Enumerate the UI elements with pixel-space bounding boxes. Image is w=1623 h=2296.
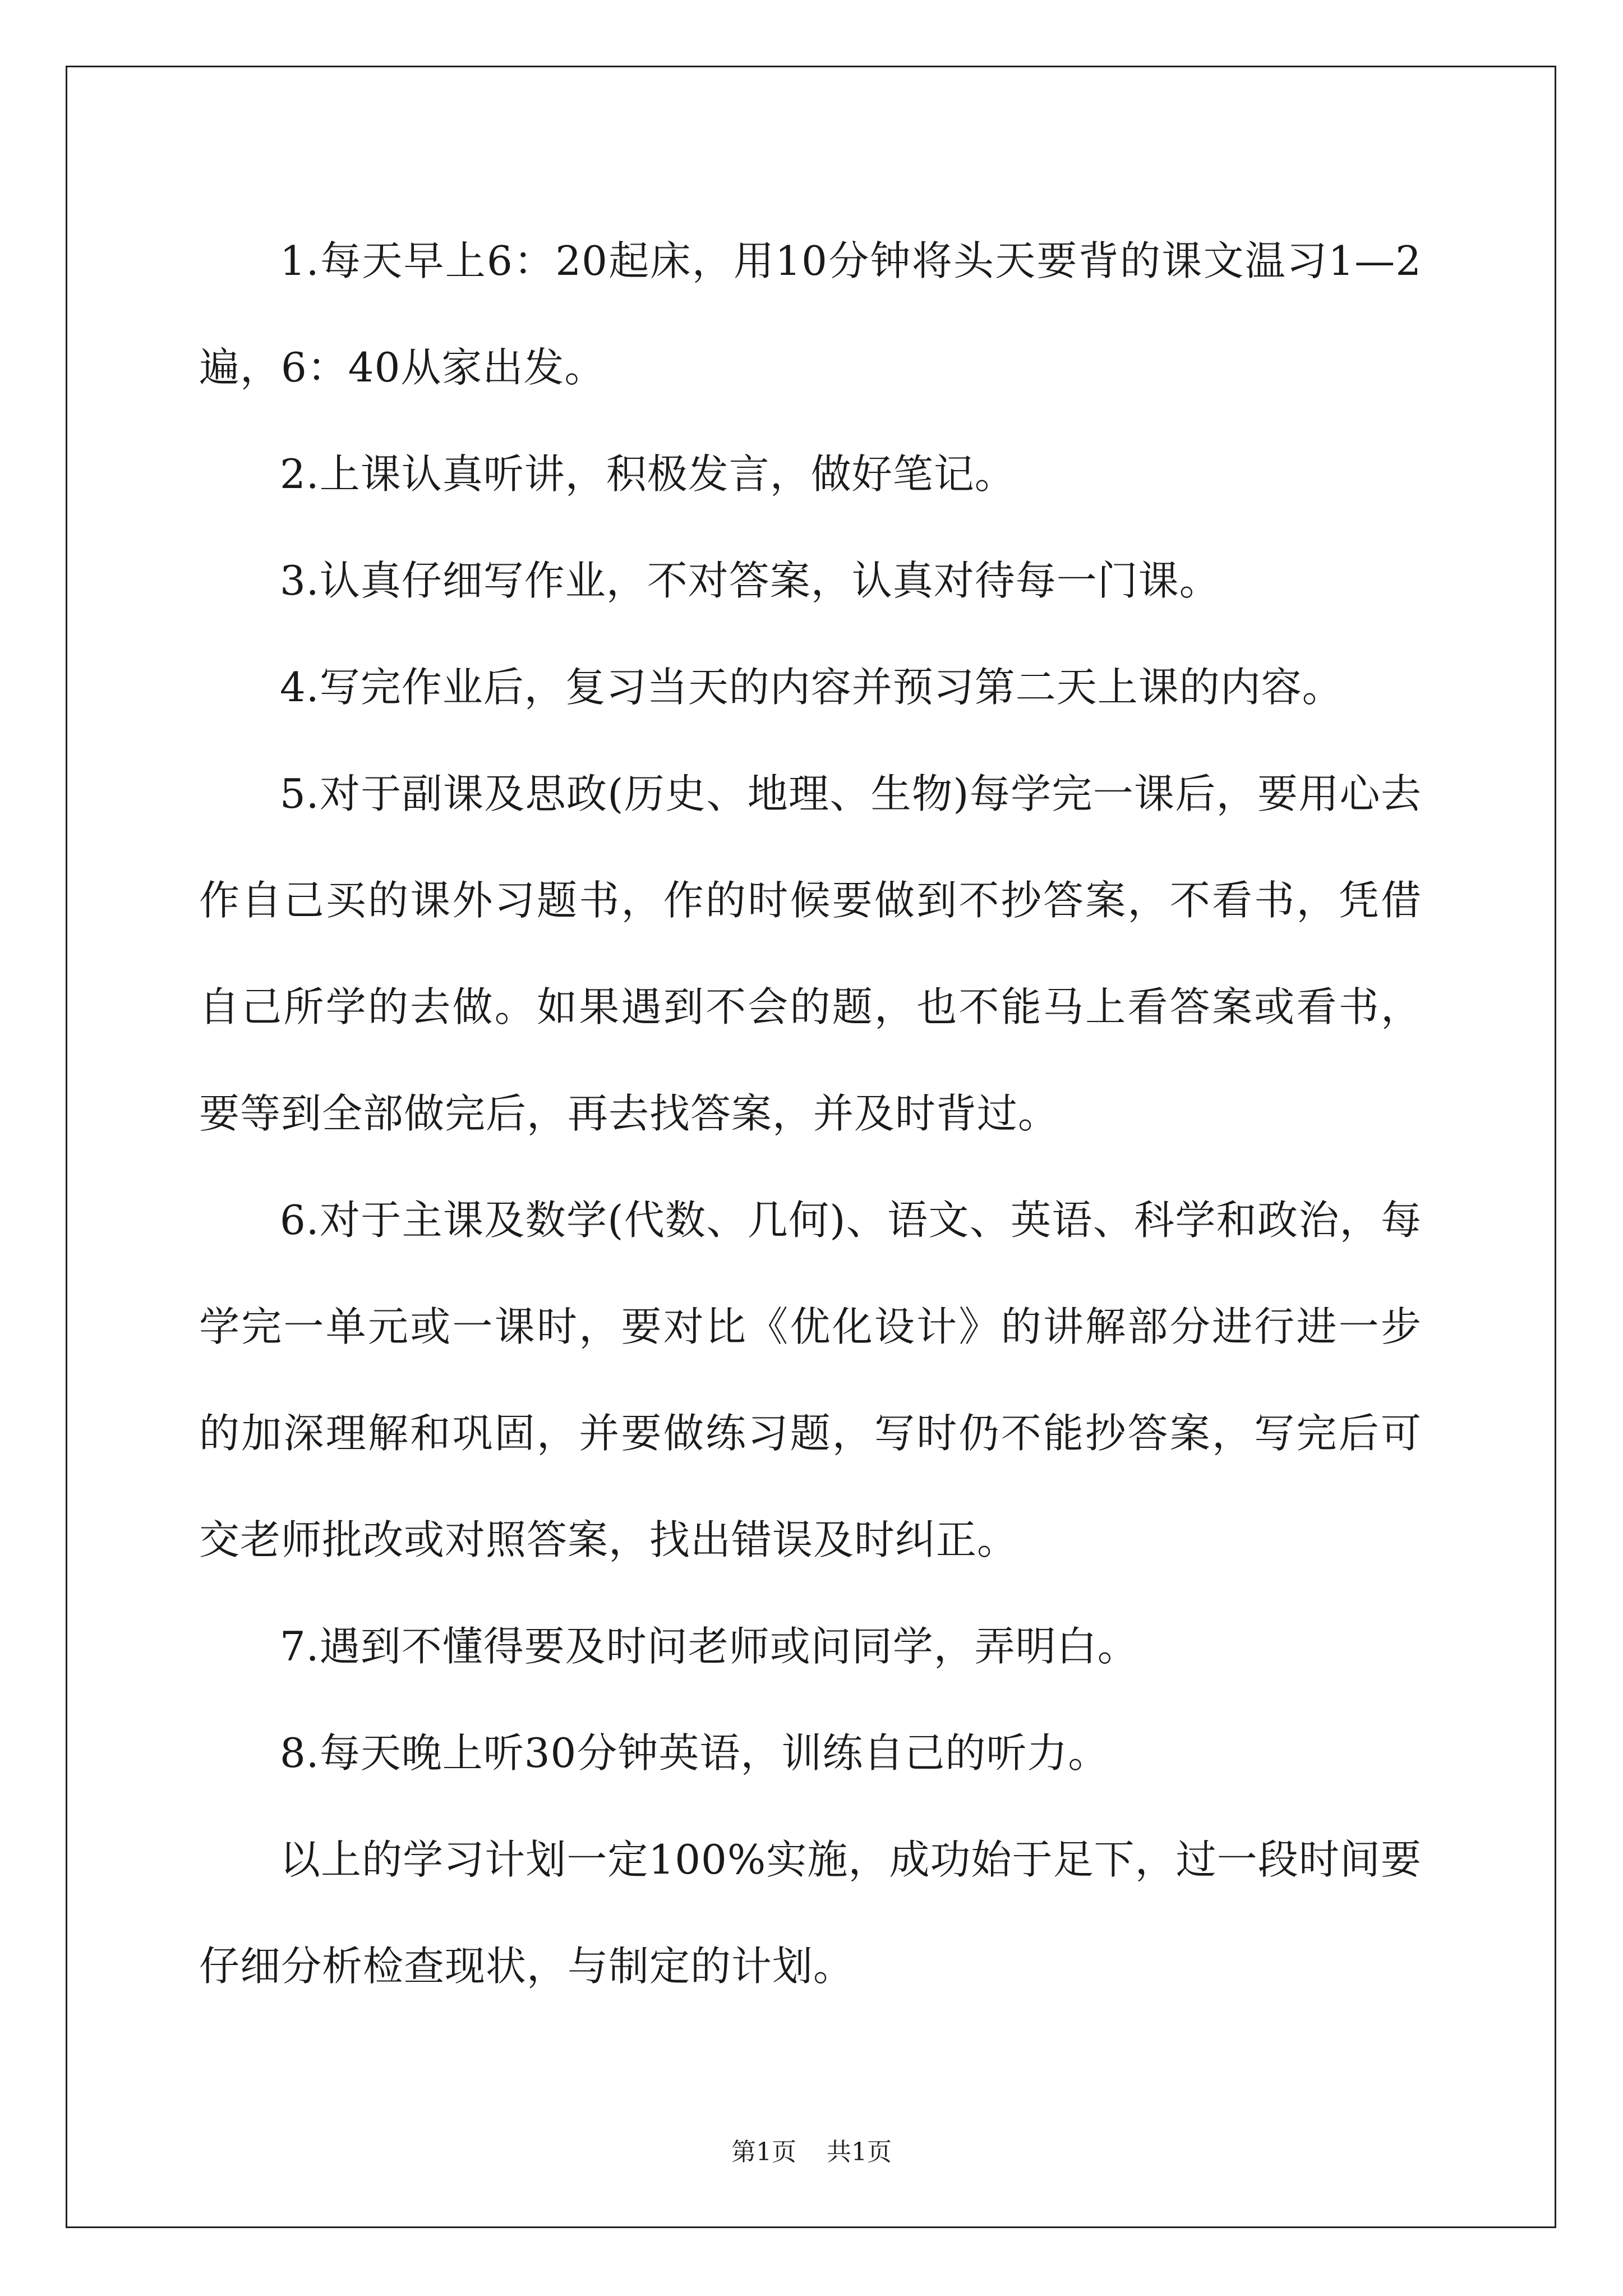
paragraph-4: 4.写完作业后，复习当天的内容并预习第二天上课的内容。: [280, 664, 1343, 711]
document-body: [199, 208, 1422, 2019]
page-footer: [0, 2132, 1623, 2168]
paragraph-5: 5.对于副课及思政(历史、地理、生物)每学完一课后，要用心去作自己买的课外习题书，作的时候要做到不抄答案，不看书，凭借自己所学的去做。如果遇到不会的题，也不能马上看答案或看书，要等到全部做完后，再去找答案，并及时背过。: [199, 770, 1422, 1137]
paragraph-conclusion: 以上的学习计划一定100%实施，成功始于足下，过一段时间要仔细分析检查现状，与制定的计划。: [199, 1836, 1422, 1990]
paragraph-8: 8.每天晚上听30分钟英语，训练自己的听力。: [280, 1729, 1109, 1777]
page-number-current: 第1页: [731, 2138, 796, 2166]
paragraph-6: 6.对于主课及数学(代数、几何)、语文、英语、科学和政治，每学完一单元或一课时，要对比《优化设计》的讲解部分进行进一步的加深理解和巩固，并要做练习题，写时仍不能抄答案，写完后可交老师批改或对照答案，找出错误及时纠正。: [199, 1197, 1422, 1563]
paragraph-3: 3.认真仔细写作业，不对答案，认真对待每一门课。: [280, 557, 1220, 604]
paragraph-7: 7.遇到不懂得要及时问老师或问同学，弄明白。: [280, 1623, 1138, 1670]
page-number-total: 共1页: [827, 2138, 892, 2166]
paragraph-1: 1.每天早上6：20起床，用10分钟将头天要背的课文温习1—2遍，6：40从家出发。: [199, 237, 1422, 391]
paragraph-2: 2.上课认真听讲，积极发言，做好笔记。: [280, 450, 1016, 498]
